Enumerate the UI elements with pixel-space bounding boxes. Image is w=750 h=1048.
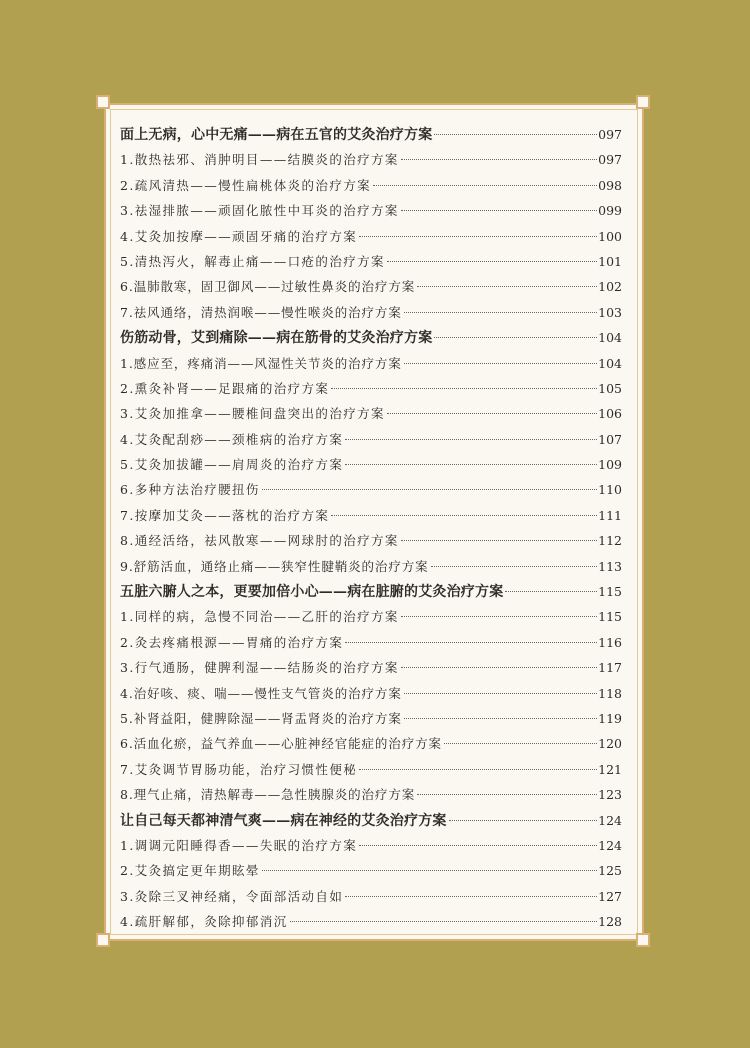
- page-number: 127: [598, 888, 622, 904]
- toc-item-title: 2.熏灸补肾——足跟痛的治疗方案: [120, 380, 330, 396]
- dot-leader: [434, 134, 597, 135]
- toc-item-row[interactable]: [120, 503, 622, 528]
- toc-item-title: 2.灸去疼痛根源——胃痛的治疗方案: [120, 634, 344, 650]
- toc-item-title: 7.祛风通络，清热润喉——慢性喉炎的治疗方案: [120, 304, 402, 320]
- toc-section-row[interactable]: [120, 122, 622, 147]
- page-number: 128: [598, 914, 622, 930]
- toc-item-title: 3.行气通肠，健脾利湿——结肠炎的治疗方案: [120, 660, 399, 676]
- page-number: 115: [598, 584, 622, 600]
- page-number: 098: [598, 177, 622, 193]
- toc-item-title: 7.艾灸调节胃肠功能，治疗习惯性便秘: [120, 761, 358, 777]
- toc-item-row[interactable]: [120, 655, 622, 680]
- dot-leader: [404, 363, 597, 364]
- dot-leader: [444, 743, 597, 744]
- page-number: 100: [598, 228, 622, 244]
- dot-leader: [417, 794, 597, 795]
- toc-item-title: 9.舒筋活血，通络止痛——狭窄性腱鞘炎的治疗方案: [120, 558, 429, 574]
- toc-item-row[interactable]: [120, 833, 622, 858]
- toc-item-row[interactable]: [120, 681, 622, 706]
- dot-leader: [401, 667, 597, 668]
- page-number: 107: [598, 431, 622, 447]
- page-number: 097: [598, 127, 622, 142]
- dot-leader: [387, 413, 597, 414]
- page-number: 103: [598, 304, 622, 320]
- toc-item-row[interactable]: [120, 300, 622, 325]
- dot-leader: [290, 921, 598, 922]
- dot-leader: [345, 464, 597, 465]
- dot-leader: [404, 718, 597, 719]
- toc-item-title: 1.同样的病，急慢不同治——乙肝的治疗方案: [120, 609, 399, 625]
- toc-item-row[interactable]: [120, 528, 622, 553]
- page-number: 119: [598, 710, 622, 726]
- dot-leader: [431, 566, 598, 567]
- toc-item-row[interactable]: [120, 477, 622, 502]
- toc-section-title: 五脏六腑人之本，更要加倍小心——病在脏腑的艾灸治疗方案: [120, 584, 504, 601]
- dot-leader: [401, 159, 597, 160]
- toc-item-row[interactable]: [120, 376, 622, 401]
- toc-item-title: 4.艾灸加按摩——顽固牙痛的治疗方案: [120, 228, 358, 244]
- dot-leader: [404, 312, 597, 313]
- toc-item-title: 2.疏风清热——慢性扁桃体炎的治疗方案: [120, 177, 372, 193]
- toc-item-row[interactable]: [120, 554, 622, 579]
- page-number: 121: [598, 761, 622, 777]
- dot-leader: [449, 820, 598, 821]
- page-number: 104: [598, 355, 622, 371]
- toc-section-row[interactable]: [120, 808, 622, 833]
- toc-item-title: 4.治好咳、痰、喘——慢性支气管炎的治疗方案: [120, 685, 402, 701]
- toc-item-row[interactable]: [120, 198, 622, 223]
- dot-leader: [434, 337, 597, 338]
- toc-item-row[interactable]: [120, 427, 622, 452]
- toc-item-row[interactable]: [120, 858, 622, 883]
- dot-leader: [387, 261, 597, 262]
- toc-section-title: 面上无病，心中无痛——病在五官的艾灸治疗方案: [120, 127, 433, 143]
- toc-item-title: 3.祛湿排脓——顽固化脓性中耳炎的治疗方案: [120, 203, 399, 219]
- toc-item-title: 7.按摩加艾灸——落枕的治疗方案: [120, 507, 330, 523]
- toc-item-row[interactable]: [120, 731, 622, 756]
- page-number: 125: [598, 863, 622, 879]
- toc-item-title: 4.艾灸配刮痧——颈椎病的治疗方案: [120, 431, 344, 447]
- corner-ornament: [96, 933, 110, 947]
- page-number: 113: [598, 558, 622, 574]
- dot-leader: [401, 616, 597, 617]
- toc-item-title: 1.调调元阳睡得香——失眠的治疗方案: [120, 837, 358, 853]
- corner-ornament: [636, 933, 650, 947]
- toc-item-row[interactable]: [120, 452, 622, 477]
- dot-leader: [373, 185, 597, 186]
- toc-section-title: 伤筋动骨，艾到痛除——病在筋骨的艾灸治疗方案: [120, 330, 433, 347]
- toc-item-title: 3.灸除三叉神经痛，令面部活动自如: [120, 888, 344, 904]
- toc-item-title: 8.通经活络，祛风散寒——网球肘的治疗方案: [120, 533, 399, 549]
- page-number: 118: [598, 685, 622, 701]
- page-number: 120: [598, 736, 622, 752]
- page-number: 123: [598, 787, 622, 803]
- page-number: 117: [598, 660, 622, 676]
- page-number: 115: [598, 609, 622, 625]
- toc-section-row[interactable]: [120, 325, 622, 350]
- page-number: 104: [598, 330, 622, 346]
- dot-leader: [262, 870, 597, 871]
- page-number: 124: [598, 837, 622, 853]
- toc-section-row[interactable]: [120, 579, 622, 604]
- toc-item-title: 4.疏肝解郁，灸除抑郁消沉: [120, 914, 288, 930]
- dot-leader: [417, 286, 597, 287]
- toc-item-row[interactable]: [120, 401, 622, 426]
- toc-item-row[interactable]: [120, 224, 622, 249]
- dot-leader: [505, 591, 597, 592]
- corner-ornament: [636, 95, 650, 109]
- toc-item-title: 2.艾灸搞定更年期眩晕: [120, 863, 260, 879]
- dot-leader: [359, 769, 597, 770]
- toc-item-row[interactable]: [120, 604, 622, 629]
- page-number: 110: [598, 482, 622, 498]
- dot-leader: [401, 210, 597, 211]
- toc-item-title: 6.温肺散寒，固卫御风——过敏性鼻炎的治疗方案: [120, 279, 416, 295]
- dot-leader: [404, 693, 597, 694]
- toc-item-title: 3.艾灸加推拿——腰椎间盘突出的治疗方案: [120, 406, 385, 422]
- toc-item-row[interactable]: [120, 782, 622, 807]
- page-number: 105: [598, 380, 622, 396]
- dot-leader: [345, 896, 597, 897]
- dot-leader: [331, 388, 597, 389]
- dot-leader: [401, 540, 597, 541]
- dot-leader: [359, 845, 597, 846]
- corner-ornament: [96, 95, 110, 109]
- toc-item-row[interactable]: [120, 351, 622, 376]
- page-number: 111: [598, 507, 622, 523]
- page-number: 101: [598, 253, 622, 269]
- page-number: 106: [598, 406, 622, 422]
- page-number: 099: [598, 203, 622, 219]
- page-number: 109: [598, 457, 622, 473]
- page-number: 097: [598, 152, 622, 168]
- toc-item-title: 5.清热泻火，解毒止痛——口疮的治疗方案: [120, 253, 385, 269]
- page-number: 112: [598, 533, 622, 549]
- table-of-contents: [120, 122, 622, 935]
- page-number: 102: [598, 279, 622, 295]
- dot-leader: [345, 439, 597, 440]
- toc-item-title: 5.补肾益阳，健脾除湿——肾盂肾炎的治疗方案: [120, 710, 402, 726]
- toc-item-row[interactable]: [120, 249, 622, 274]
- page-number: 116: [598, 634, 622, 650]
- toc-item-title: 1.散热祛邪、消肿明目——结膜炎的治疗方案: [120, 152, 399, 168]
- page-number: 124: [598, 812, 622, 828]
- toc-item-row[interactable]: [120, 884, 622, 909]
- toc-item-title: 5.艾灸加拔罐——肩周炎的治疗方案: [120, 457, 344, 473]
- toc-item-row[interactable]: [120, 147, 622, 172]
- dot-leader: [359, 236, 597, 237]
- dot-leader: [262, 489, 597, 490]
- dot-leader: [331, 515, 597, 516]
- toc-item-title: 6.多种方法治疗腰扭伤: [120, 482, 260, 498]
- toc-item-title: 1.感应至，疼痛消——风湿性关节炎的治疗方案: [120, 355, 402, 371]
- toc-section-title: 让自己每天都神清气爽——病在神经的艾灸治疗方案: [120, 812, 447, 829]
- toc-item-row[interactable]: [120, 173, 622, 198]
- toc-item-row[interactable]: [120, 757, 622, 782]
- toc-item-title: 6.活血化瘀，益气养血——心脏神经官能症的治疗方案: [120, 736, 442, 752]
- toc-item-row[interactable]: [120, 909, 622, 934]
- toc-item-row[interactable]: [120, 706, 622, 731]
- toc-item-row[interactable]: [120, 630, 622, 655]
- toc-item-row[interactable]: [120, 274, 622, 299]
- dot-leader: [345, 642, 597, 643]
- toc-item-title: 8.理气止痛，清热解毒——急性胰腺炎的治疗方案: [120, 787, 416, 803]
